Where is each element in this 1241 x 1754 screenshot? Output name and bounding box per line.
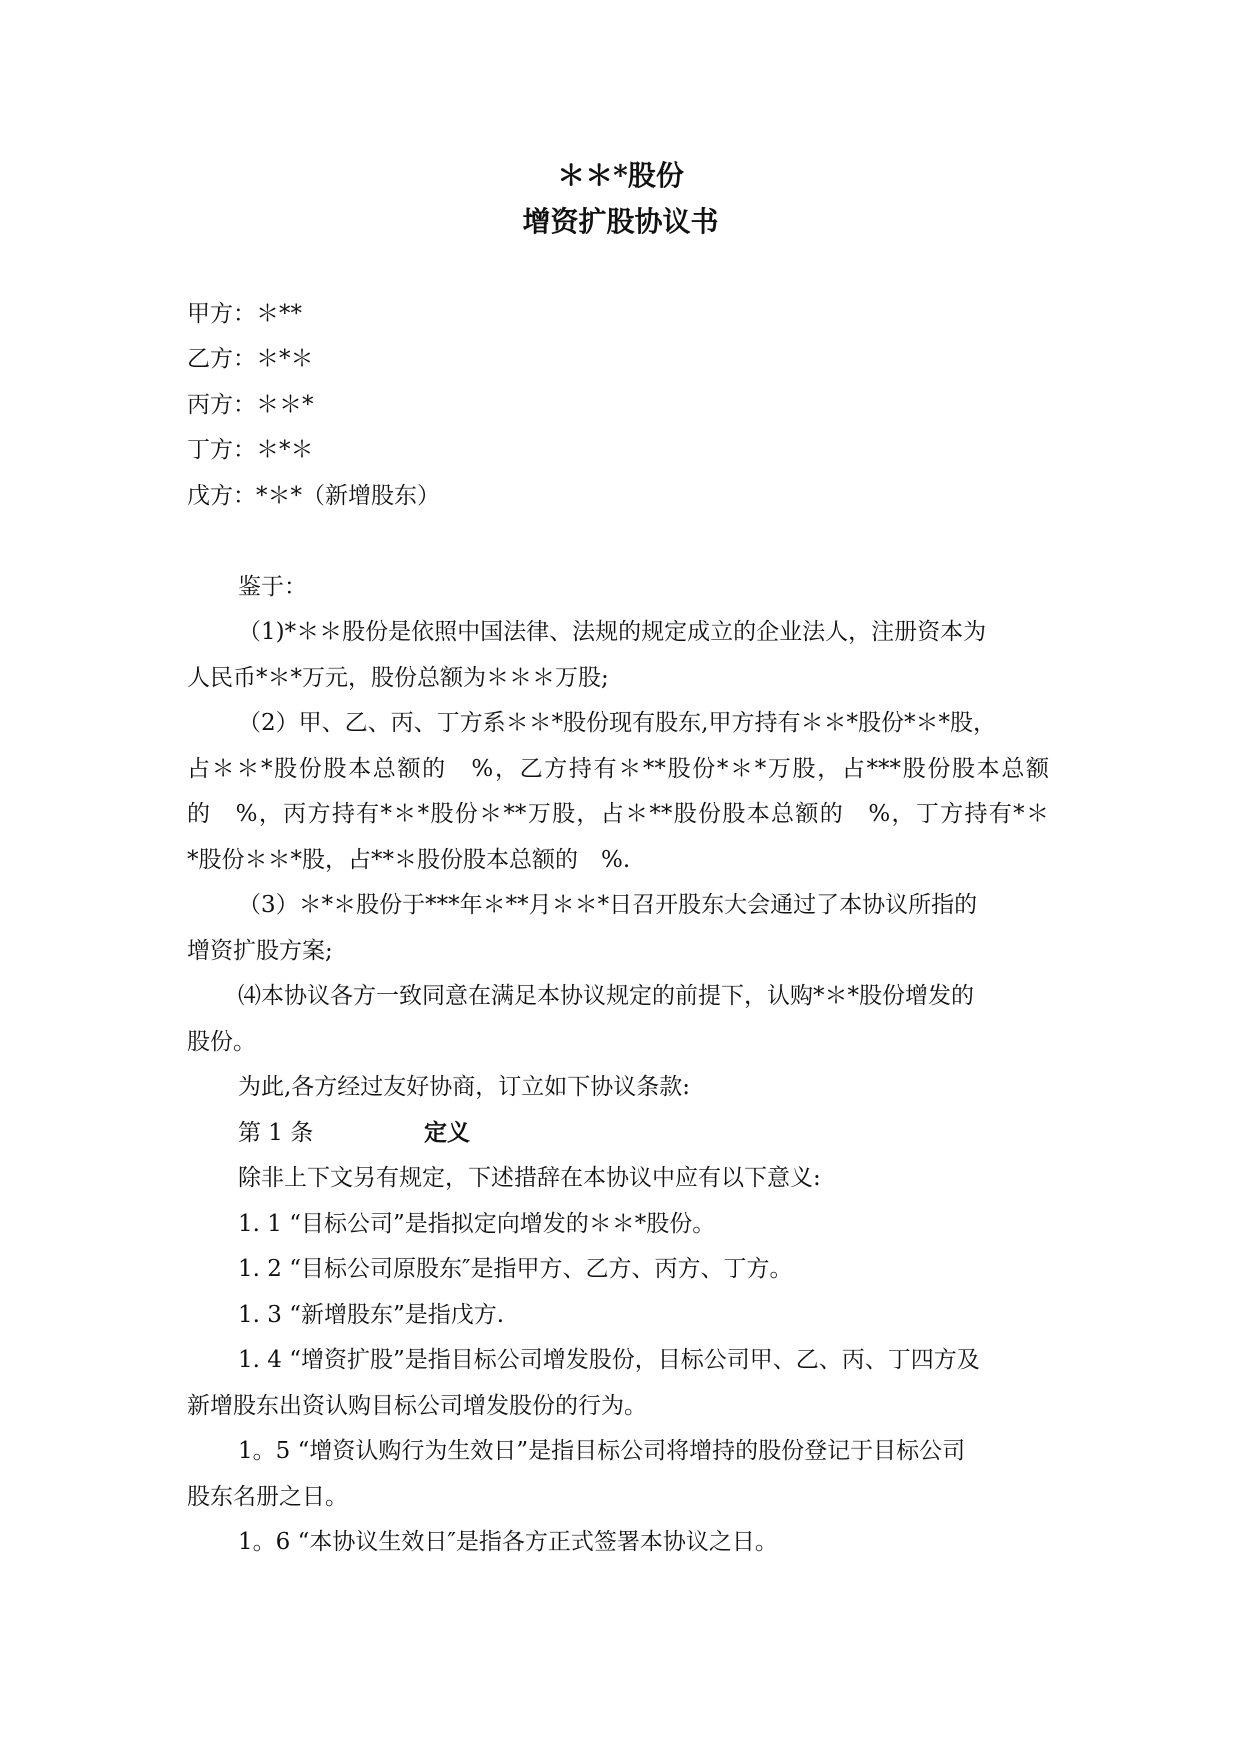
agreement-title: 增资扩股协议书 [522,205,719,238]
party-d: 丁方：＊*＊ [187,437,314,463]
definition-1-3: 1. 3 “新增股东”是指戊方. [238,1302,505,1328]
recital-3-line-1: （3）＊*＊股份于***年＊**月＊＊*日召开股东大会通过了本协议所指的 [238,892,978,918]
recital-2-line-2: 占＊＊*股份股本总额的 %，乙方持有＊**股份*＊*万股，占***股份股本总额 [187,756,1049,782]
party-c: 丙方：＊＊* [187,392,314,418]
preamble-closing: 为此,各方经过友好协商，订立如下协议条款: [238,1074,691,1100]
recital-3-line-2: 增资扩股方案; [187,938,333,964]
definition-1-5-line-2: 股东名册之日。 [187,1484,348,1510]
article-1-heading: 定义 [424,1119,470,1146]
party-a: 甲方：＊** [187,301,302,327]
definition-1-5-line-1: 1。5 “增资认购行为生效日”是指目标公司将增持的股份登记于目标公司 [238,1438,966,1464]
recital-2-line-1: （2）甲、乙、丙、丁方系＊＊*股份现有股东,甲方持有＊＊*股份*＊*股， [238,710,996,736]
recital-1-line-2: 人民币*＊*万元，股份总额为＊＊＊万股; [187,665,609,691]
definition-1-4-line-2: 新增股东出资认购目标公司增发股份的行为。 [187,1393,647,1419]
article-1-number: 第 1 条 [238,1120,314,1146]
recital-2-line-3: 的 %，丙方持有*＊*股份＊**万股，占＊**股份股本总额的 %，丁方持有*＊ [187,801,1049,827]
article-1-intro: 除非上下文另有规定，下述措辞在本协议中应有以下意义: [238,1165,821,1191]
party-e: 戊方：*＊*（新增股东） [187,483,440,509]
definition-1-4-line-1: 1. 4 “增资扩股”是指目标公司增发股份，目标公司甲、乙、丙、丁四方及 [238,1347,980,1373]
definition-1-2: 1. 2 “目标公司原股东″是指甲方、乙方、丙方、丁方。 [238,1256,793,1282]
definition-1-1: 1. 1 “目标公司”是指拟定向增发的＊＊*股份。 [238,1211,716,1237]
recital-4-line-1: ⑷本协议各方一致同意在满足本协议规定的前提下，认购*＊*股份增发的 [238,983,974,1009]
recital-1-line-1: （1)*＊＊股份是依照中国法律、法规的规定成立的企业法人，注册资本为 [238,619,987,645]
party-b: 乙方：＊*＊ [187,346,314,372]
definition-1-6: 1。6 “本协议生效日″是指各方正式签署本协议之日。 [238,1529,778,1555]
recital-2-line-4: *股份＊＊*股，占**＊股份股本总额的 %. [187,847,631,873]
recital-4-line-2: 股份。 [187,1029,256,1055]
company-title: ＊＊*股份 [557,159,684,192]
preamble-intro: 鉴于： [238,574,307,600]
